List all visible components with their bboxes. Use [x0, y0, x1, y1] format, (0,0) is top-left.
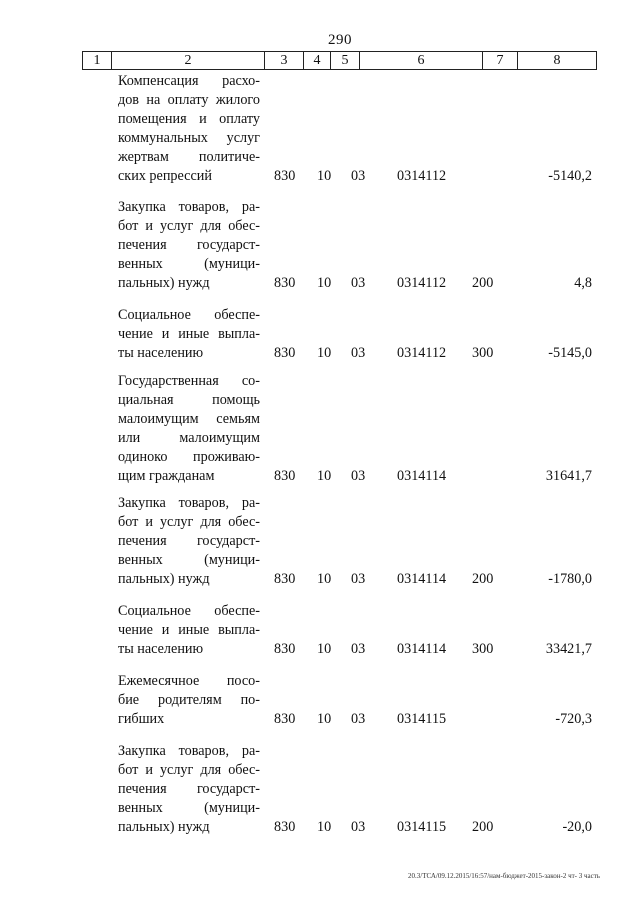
expense-type-code: 200 [472, 275, 494, 291]
description-line: бие родителям по- [118, 692, 260, 708]
amount: 33421,7 [545, 641, 592, 657]
description-line: Социальное обеспе- [118, 307, 260, 323]
description-line: Закупка товаров, ра- [118, 199, 260, 215]
expense-type-code: 300 [472, 345, 494, 361]
description-line: коммунальных услуг [118, 130, 260, 146]
header-col-3: 3 [265, 52, 304, 70]
table-row [0, 602, 640, 659]
subsection-code: 03 [351, 275, 366, 291]
header-col-2: 2 [112, 52, 265, 70]
amount: -720,3 [555, 711, 592, 727]
target-article-code: 0314112 [397, 275, 447, 291]
subsection-code: 03 [351, 819, 366, 835]
header-col-8: 8 [518, 52, 597, 70]
subsection-code: 03 [351, 571, 366, 587]
amount: -5145,0 [548, 345, 592, 361]
header-col-5: 5 [331, 52, 360, 70]
description-line: чение и иные выпла- [118, 622, 260, 638]
section-code: 10 [317, 468, 332, 484]
description-line: ских репрессий [118, 168, 212, 184]
ministry-code: 830 [274, 275, 296, 291]
description-line: помещения и оплату [118, 111, 260, 127]
row-description [118, 672, 260, 729]
table-row [0, 372, 640, 486]
description-line: Ежемесячное посо- [118, 673, 260, 689]
header-col-4: 4 [304, 52, 331, 70]
amount: 31641,7 [545, 468, 592, 484]
amount: 4,8 [574, 275, 592, 291]
header-col-6: 6 [360, 52, 483, 70]
target-article-code: 0314114 [397, 571, 447, 587]
description-line: пальных) нужд [118, 819, 210, 835]
target-article-code: 0314115 [397, 711, 447, 727]
expense-type-code: 300 [472, 641, 494, 657]
description-line: бот и услуг для обес- [118, 762, 260, 778]
description-line: Закупка товаров, ра- [118, 743, 260, 759]
row-description [118, 372, 260, 486]
row-description [118, 494, 260, 589]
description-line: циальная помощь [118, 392, 260, 408]
ministry-code: 830 [274, 711, 296, 727]
table-row [0, 306, 640, 363]
amount: -1780,0 [548, 571, 592, 587]
section-code: 10 [317, 711, 332, 727]
description-line: Социальное обеспе- [118, 603, 260, 619]
description-line: малоимущим семьям [118, 411, 260, 427]
column-number-header [82, 51, 597, 70]
description-line: печения государст- [118, 533, 260, 549]
amount: -20,0 [562, 819, 592, 835]
table-row [0, 494, 640, 589]
ministry-code: 830 [274, 345, 296, 361]
description-line: одиноко проживаю- [118, 449, 260, 465]
row-description [118, 742, 260, 837]
description-line: пальных) нужд [118, 571, 210, 587]
description-line: щим гражданам [118, 468, 215, 484]
description-line: ты населению [118, 641, 204, 657]
description-line: венных (муници- [118, 256, 260, 272]
ministry-code: 830 [274, 641, 296, 657]
description-line: Государственная со- [118, 373, 260, 389]
target-article-code: 0314114 [397, 641, 447, 657]
amount: -5140,2 [548, 168, 592, 184]
target-article-code: 0314112 [397, 168, 447, 184]
description-line: Компенсация расхо- [118, 73, 260, 89]
description-line: печения государст- [118, 781, 260, 797]
row-description [118, 602, 260, 659]
row-description [118, 198, 260, 293]
row-description [118, 306, 260, 363]
section-code: 10 [317, 641, 332, 657]
description-line: Закупка товаров, ра- [118, 495, 260, 511]
description-line: или малоимущим [118, 430, 260, 446]
section-code: 10 [317, 571, 332, 587]
description-line: бот и услуг для обес- [118, 514, 260, 530]
header-col-7: 7 [483, 52, 518, 70]
table-row [0, 198, 640, 293]
subsection-code: 03 [351, 168, 366, 184]
page-number: 290 [328, 32, 352, 48]
ministry-code: 830 [274, 468, 296, 484]
description-line: ты населению [118, 345, 204, 361]
section-code: 10 [317, 819, 332, 835]
target-article-code: 0314114 [397, 468, 447, 484]
subsection-code: 03 [351, 345, 366, 361]
expense-type-code: 200 [472, 571, 494, 587]
subsection-code: 03 [351, 711, 366, 727]
description-line: бот и услуг для обес- [118, 218, 260, 234]
description-line: пальных) нужд [118, 275, 210, 291]
description-line: печения государст- [118, 237, 260, 253]
description-line: жертвам политиче- [118, 149, 260, 165]
description-line: дов на оплату жилого [118, 92, 260, 108]
table-row [0, 72, 640, 186]
section-code: 10 [317, 275, 332, 291]
description-line: чение и иные выпла- [118, 326, 260, 342]
ministry-code: 830 [274, 819, 296, 835]
header-col-1: 1 [83, 52, 112, 70]
footer-file-stamp: 20.3/ТСА/09.12.2015/16:57/нам-бюджет-2015-закон-2 чт- 3 часть [408, 872, 600, 880]
target-article-code: 0314115 [397, 819, 447, 835]
description-line: венных (муници- [118, 800, 260, 816]
ministry-code: 830 [274, 168, 296, 184]
target-article-code: 0314112 [397, 345, 447, 361]
subsection-code: 03 [351, 468, 366, 484]
ministry-code: 830 [274, 571, 296, 587]
table-row [0, 742, 640, 837]
section-code: 10 [317, 345, 332, 361]
description-line: гибших [118, 711, 165, 727]
subsection-code: 03 [351, 641, 366, 657]
expense-type-code: 200 [472, 819, 494, 835]
description-line: венных (муници- [118, 552, 260, 568]
section-code: 10 [317, 168, 332, 184]
row-description [118, 72, 260, 186]
table-row [0, 672, 640, 729]
